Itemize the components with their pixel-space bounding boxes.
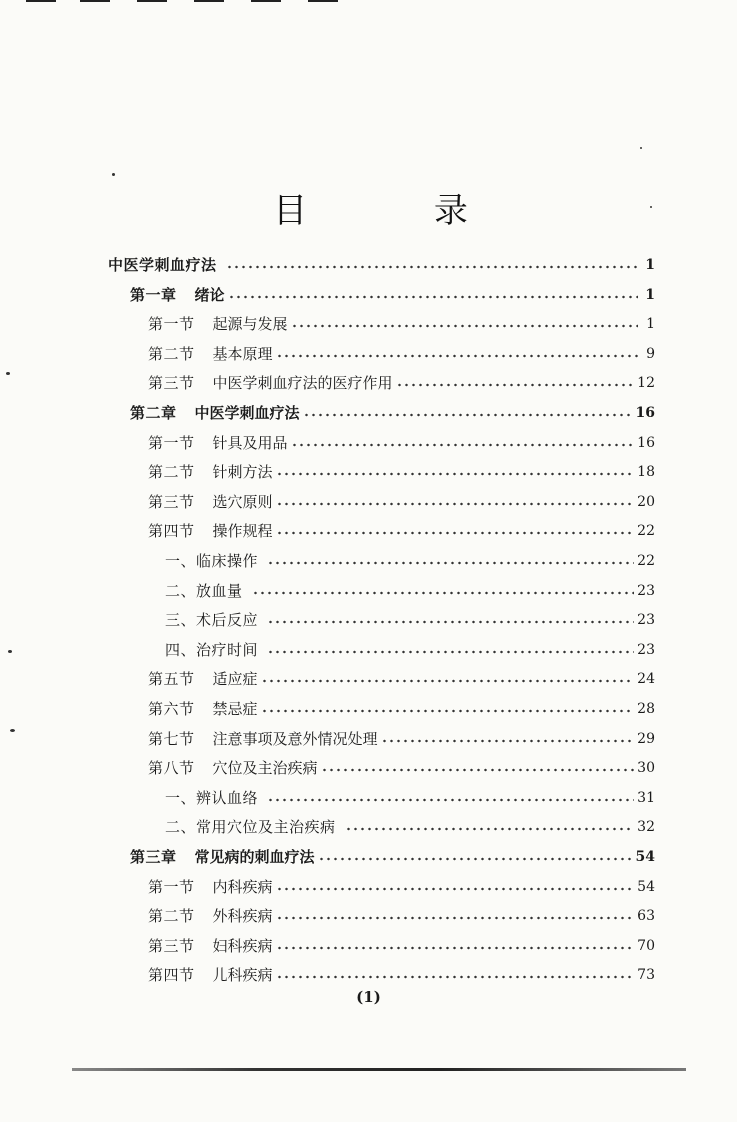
toc-entry-title: 中医学刺血疗法的医疗作用	[212, 374, 393, 393]
dot-leader	[276, 531, 635, 535]
toc-entry-page: 1	[645, 286, 655, 303]
toc-entry	[108, 252, 655, 278]
dot-leader	[381, 739, 635, 743]
dot-leader	[345, 827, 635, 831]
toc-entry	[165, 607, 655, 633]
dot-leader	[267, 650, 634, 654]
toc-entry-label: 第六节	[148, 700, 195, 718]
dot-leader	[276, 472, 635, 476]
dot-leader	[276, 354, 638, 358]
toc-entry-title: 外科疾病	[212, 907, 273, 926]
toc-entry-page: 70	[637, 937, 655, 954]
dot-leader	[276, 916, 635, 920]
scan-speck	[640, 147, 642, 149]
toc-entry-page: 63	[637, 908, 655, 925]
scan-mark	[137, 0, 167, 2]
toc-entry-label: 二、放血量	[165, 581, 243, 600]
toc-entry-label: 第七节	[148, 729, 195, 748]
bottom-rule	[72, 1068, 686, 1071]
dot-leader	[276, 975, 635, 979]
toc-entry-title: 选穴原则	[212, 492, 273, 511]
page-title: 目 录	[273, 191, 526, 231]
dot-leader	[276, 887, 635, 891]
toc-entry-label: 第四节	[148, 522, 195, 541]
toc-entry-label: 第八节	[148, 759, 195, 778]
toc-entry-label: 二、常用穴位及主治疾病	[165, 818, 336, 837]
toc-entry-label: 三、术后反应	[165, 611, 259, 630]
dot-leader	[252, 591, 635, 595]
dot-leader	[267, 620, 634, 624]
toc-entry-title: 穴位及主治疾病	[212, 759, 318, 778]
toc-entry-label: 第一章	[130, 285, 177, 304]
toc-entry-page: 1	[645, 257, 655, 273]
toc-entry	[148, 489, 655, 515]
toc-entry-label: 第二节	[148, 344, 195, 363]
toc-entry-page: 22	[637, 523, 655, 540]
toc-entry-label: 第一节	[148, 315, 195, 334]
toc-entry	[165, 785, 655, 811]
dot-leader	[267, 798, 634, 802]
toc-entry-page: 12	[637, 375, 655, 392]
toc-entry	[148, 518, 655, 544]
toc-entry-label: 四、治疗时间	[165, 640, 259, 659]
toc-entry-label: 第三章	[130, 848, 177, 866]
toc-entry-page: 73	[637, 967, 655, 984]
dot-leader	[321, 768, 635, 772]
toc-entry-page: 23	[637, 641, 655, 658]
toc-entry-title: 针刺方法	[212, 463, 273, 482]
dot-leader	[291, 443, 635, 447]
toc-entry-label: 一、临床操作	[165, 552, 259, 570]
toc-entry-title: 儿科疾病	[212, 966, 273, 985]
toc-entry-label: 第一节	[148, 433, 195, 452]
toc-entry-page: 29	[637, 730, 655, 747]
toc-entry	[148, 341, 655, 367]
toc-entry-title: 绪论	[194, 285, 225, 304]
dot-leader	[261, 679, 635, 683]
scan-speck	[6, 372, 10, 375]
dot-leader	[291, 324, 638, 328]
toc-entry	[165, 637, 655, 663]
toc-entry	[148, 311, 655, 337]
toc-entry-page: 31	[637, 789, 655, 806]
toc-entry-label: 第四节	[148, 966, 195, 985]
toc-entry-page: 1	[646, 316, 655, 333]
toc-entry	[148, 696, 655, 722]
toc-entry-page: 30	[637, 760, 655, 777]
toc-entry-label: 第三节	[148, 936, 195, 955]
scan-mark	[308, 0, 338, 2]
toc-entry	[148, 430, 655, 456]
toc-entry-title: 常见病的刺血疗法	[194, 848, 315, 866]
toc-entry	[130, 400, 655, 426]
toc-entry-page: 22	[637, 553, 655, 569]
toc-entry-title: 中医学刺血疗法	[194, 404, 300, 422]
toc-entry	[148, 726, 655, 752]
toc-entry	[130, 282, 655, 308]
toc-entry-page: 16	[635, 405, 655, 421]
dot-leader	[228, 295, 638, 299]
scan-speck	[112, 173, 115, 176]
toc-entry-page: 54	[637, 878, 655, 895]
scan-mark	[80, 0, 110, 2]
dot-leader	[267, 561, 634, 565]
toc-entry	[148, 370, 655, 396]
toc-entry-page: 54	[635, 849, 655, 865]
toc-entry-page: 32	[637, 819, 655, 836]
toc-entry-title: 操作规程	[212, 522, 273, 541]
toc-entry	[148, 755, 655, 781]
toc-entry-label: 中医学刺血疗法	[108, 256, 217, 274]
toc-entry	[165, 548, 655, 574]
toc-entry	[148, 874, 655, 900]
scan-speck	[10, 729, 15, 732]
toc-entry-title: 起源与发展	[212, 315, 288, 334]
toc-entry-title: 注意事项及意外情况处理	[212, 729, 378, 748]
toc-entry	[148, 933, 655, 959]
scan-mark	[26, 0, 56, 2]
dot-leader	[303, 413, 633, 417]
toc-entry	[165, 814, 655, 840]
scan-speck	[8, 650, 12, 653]
toc-entry-page: 9	[646, 345, 655, 362]
toc-entry-page: 28	[637, 701, 655, 717]
toc-entry-label: 第三节	[148, 374, 195, 393]
dot-leader	[396, 383, 635, 387]
toc-entry-title: 禁忌症	[212, 700, 258, 718]
page-number: (1)	[356, 988, 381, 1006]
toc-entry-title: 妇科疾病	[212, 936, 273, 955]
dot-leader	[318, 857, 633, 861]
toc-entry-page: 24	[637, 671, 655, 688]
toc-entry	[130, 844, 655, 870]
toc-entry-page: 23	[637, 582, 655, 599]
toc-entry-page: 16	[637, 434, 655, 451]
toc-entry-label: 第一节	[148, 877, 195, 896]
toc-entry-label: 第五节	[148, 670, 195, 689]
toc-entry-label: 第二章	[130, 404, 177, 422]
toc-entry	[148, 459, 655, 485]
toc-entry	[148, 962, 655, 988]
scan-mark	[251, 0, 281, 2]
dot-leader	[276, 946, 635, 950]
toc-entry	[165, 578, 655, 604]
toc-entry	[148, 903, 655, 929]
toc-entry-title: 内科疾病	[212, 877, 273, 896]
dot-leader	[261, 709, 635, 713]
toc-entry-title: 适应症	[212, 670, 258, 689]
toc-entry-title: 针具及用品	[212, 433, 288, 452]
toc-entry-page: 23	[637, 612, 655, 629]
dot-leader	[226, 265, 638, 269]
toc-entry	[148, 666, 655, 692]
toc-entry-title: 基本原理	[212, 344, 273, 363]
toc-entry-label: 一、辨认血络	[165, 788, 259, 807]
toc-entry-page: 18	[637, 464, 655, 481]
dot-leader	[276, 502, 635, 506]
toc-entry-label: 第三节	[148, 492, 195, 511]
toc-entry-label: 第二节	[148, 463, 195, 482]
toc-entry-label: 第二节	[148, 907, 195, 926]
scan-mark	[194, 0, 224, 2]
toc-entry-page: 20	[637, 493, 655, 510]
